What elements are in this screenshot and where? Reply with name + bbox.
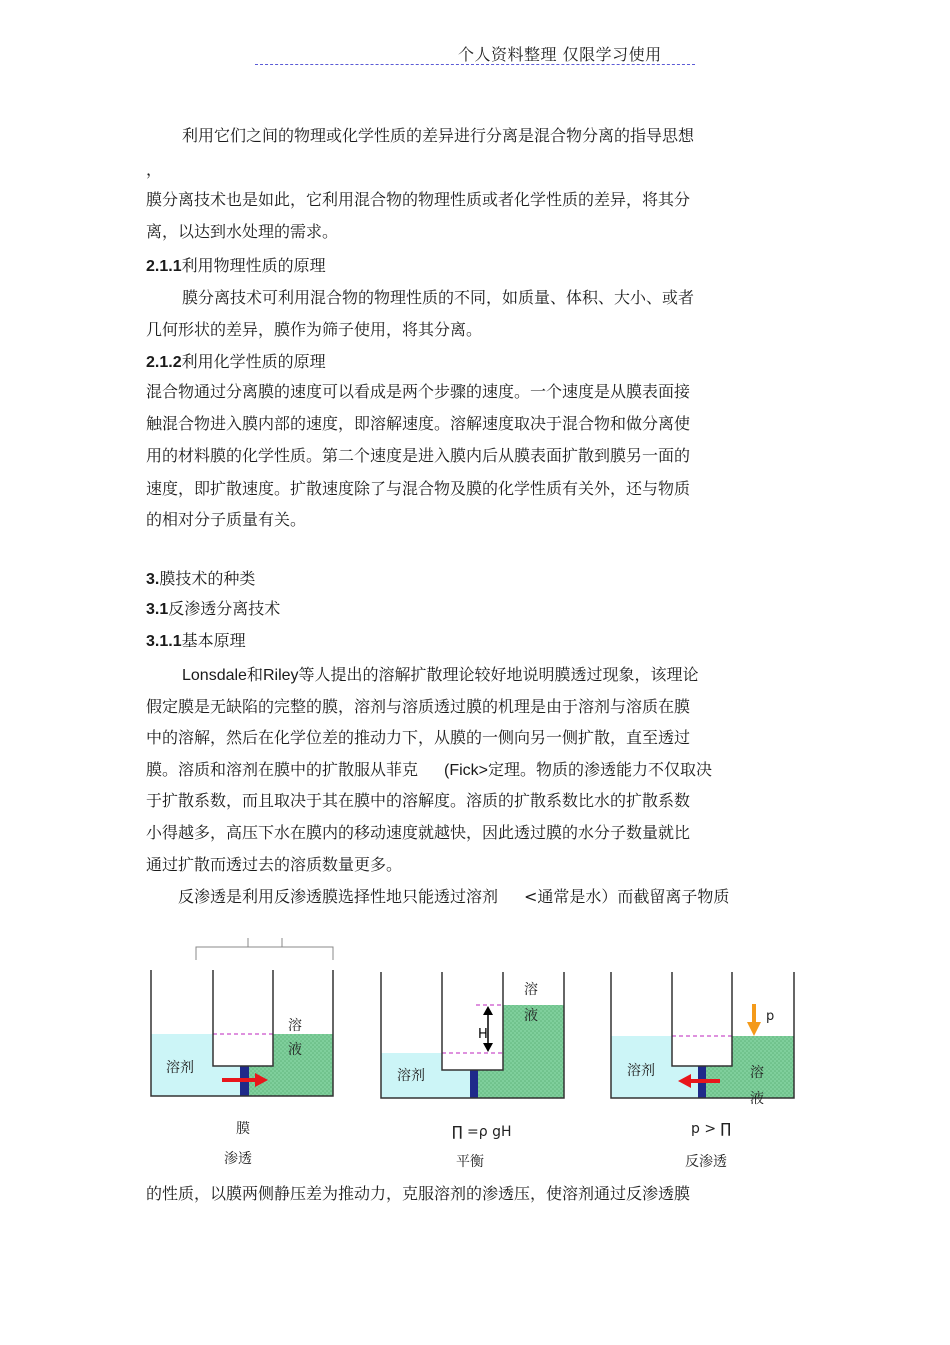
s212-line-4: 速度，即扩散速度。扩散速度除了与混合物及膜的化学性质有关外，还与物质 bbox=[146, 479, 691, 498]
last-line: 的性质，以膜两侧静压差为推动力，克服溶剂的渗透压，使溶剂通过反渗透膜 bbox=[146, 1184, 691, 1203]
principle-line-2: 假定膜是无缺陷的完整的膜，溶剂与溶质透过膜的机理是由于溶剂与溶质在膜 bbox=[146, 697, 691, 716]
solvent-label: 溶剂 bbox=[166, 1060, 194, 1076]
panel-equilibrium bbox=[381, 972, 564, 1098]
intro-comma: ， bbox=[146, 160, 163, 179]
solution-label-2: 液 bbox=[750, 1091, 764, 1107]
caption-reverse-osmosis: 反渗透 bbox=[685, 1154, 727, 1170]
fick-term: (Fick> bbox=[444, 762, 489, 779]
panel-osmosis bbox=[151, 938, 333, 1096]
ro-line-1 bbox=[178, 887, 729, 907]
caption-membrane: 膜 bbox=[236, 1121, 250, 1137]
solvent-label: 溶剂 bbox=[627, 1063, 655, 1079]
heading-number: 3. bbox=[146, 571, 160, 588]
principle-line-3: 中的溶解，然后在化学位差的推动力下，从膜的一侧向另一侧扩散，直至透过 bbox=[146, 728, 691, 747]
ro-line-1a: 反渗透是利用反渗透膜选择性地只能透过溶剂 bbox=[178, 887, 499, 906]
principle-line-4 bbox=[146, 760, 712, 781]
name-riley: Riley bbox=[262, 667, 299, 684]
heading-title: 利用物理性质的原理 bbox=[181, 256, 326, 275]
heading-number: 3.1.1 bbox=[146, 633, 182, 650]
heading-title: 利用化学性质的原理 bbox=[181, 352, 326, 371]
heading-3-1 bbox=[146, 599, 280, 620]
principle-line-1-rest: 等人提出的溶解扩散理论较好地说明膜透过现象，该理论 bbox=[298, 665, 699, 684]
heading-number: 2.1.1 bbox=[146, 258, 182, 275]
s212-line-5: 的相对分子质量有关。 bbox=[146, 510, 307, 529]
principle-line-7: 通过扩散而透过去的溶质数量更多。 bbox=[146, 855, 403, 874]
heading-title: 膜技术的种类 bbox=[159, 569, 256, 588]
principle-line-5: 于扩散系数，而且取决于其在膜中的溶解度。溶质的扩散系数比水的扩散系数 bbox=[146, 791, 691, 810]
solution-label-1: 溶 bbox=[524, 982, 538, 998]
name-lonsdale: Lonsdale bbox=[182, 667, 247, 684]
ro-line-1b: <通常是水）而截留离子物质 bbox=[524, 887, 730, 906]
osmosis-figure bbox=[0, 930, 950, 1180]
heading-title: 反渗透分离技术 bbox=[168, 599, 281, 618]
s212-line-2: 触混合物进入膜内部的速度，即溶解速度。溶解速度取决于混合物和做分离使 bbox=[146, 414, 691, 433]
panel-reverse-osmosis bbox=[611, 972, 794, 1107]
caption-equation: ∏ =ρ gH bbox=[452, 1124, 512, 1140]
header-rule bbox=[255, 64, 695, 65]
principle-line-4a: 膜。溶质和溶剂在膜中的扩散服从菲克 bbox=[146, 760, 419, 779]
s212-line-3: 用的材料膜的化学性质。第二个速度是进入膜内后从膜表面扩散到膜另一面的 bbox=[146, 446, 691, 465]
heading-2-1-2 bbox=[146, 352, 326, 373]
page-header: 个人资料整理 仅限学习使用 bbox=[458, 45, 662, 64]
s211-line-2: 几何形状的差异，膜作为筛子使用，将其分离。 bbox=[146, 320, 483, 339]
principle-line-1 bbox=[182, 665, 699, 686]
s212-line-1: 混合物通过分离膜的速度可以看成是两个步骤的速度。一个速度是从膜表面接 bbox=[146, 382, 691, 401]
intro-line-3: 离，以达到水处理的需求。 bbox=[146, 222, 339, 241]
solution-label-2: 液 bbox=[288, 1042, 302, 1058]
principle-line-6: 小得越多，高压下水在膜内的移动速度就越快，因此透过膜的水分子数量就比 bbox=[146, 823, 691, 842]
principle-line-4c: 定理。物质的渗透能力不仅取决 bbox=[488, 760, 713, 779]
solvent-label: 溶剂 bbox=[397, 1068, 425, 1084]
heading-2-1-1 bbox=[146, 256, 326, 277]
solution-label-1: 溶 bbox=[750, 1065, 764, 1081]
heading-title: 基本原理 bbox=[181, 631, 246, 650]
word-and: 和 bbox=[246, 665, 263, 684]
solution-label-1: 溶 bbox=[288, 1018, 302, 1034]
pressure-label: p bbox=[766, 1009, 775, 1024]
height-label: H bbox=[478, 1027, 488, 1042]
caption-equilibrium: 平衡 bbox=[456, 1154, 484, 1170]
heading-3 bbox=[146, 569, 255, 590]
heading-number: 2.1.2 bbox=[146, 354, 182, 371]
s211-line-1: 膜分离技术可利用混合物的物理性质的不同，如质量、体积、大小、或者 bbox=[182, 288, 695, 307]
heading-3-1-1 bbox=[146, 631, 246, 652]
intro-line-1: 利用它们之间的物理或化学性质的差异进行分离是混合物分离的指导思想 bbox=[182, 126, 695, 145]
intro-line-2: 膜分离技术也是如此，它利用混合物的物理性质或者化学性质的差异，将其分 bbox=[146, 190, 691, 209]
heading-number: 3.1 bbox=[146, 601, 169, 618]
solution-label-2: 液 bbox=[524, 1008, 538, 1024]
caption-osmosis: 渗透 bbox=[224, 1151, 252, 1167]
caption-inequality: p > ∏ bbox=[691, 1121, 732, 1137]
